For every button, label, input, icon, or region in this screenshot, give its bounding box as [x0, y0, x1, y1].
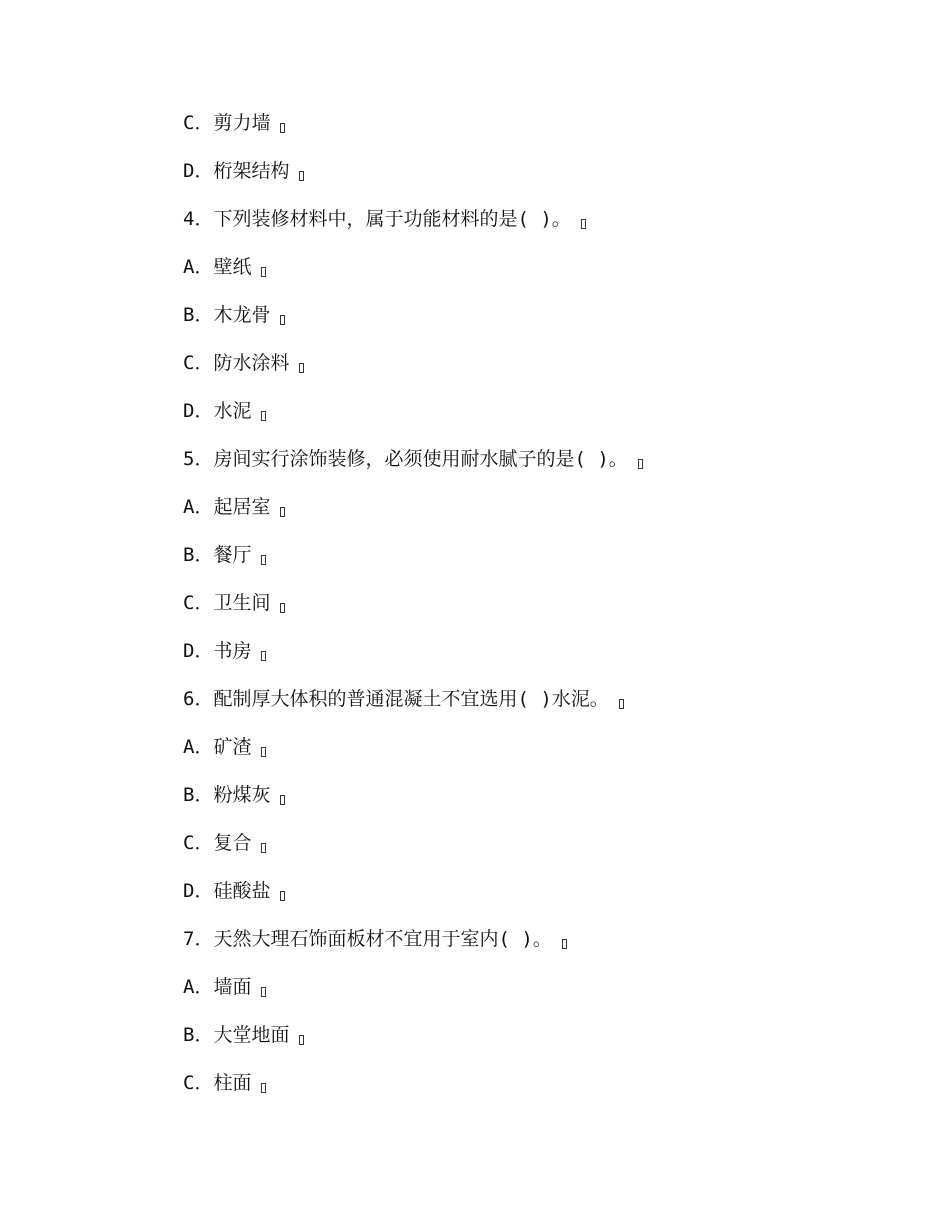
- missing-glyph-icon: [261, 555, 266, 565]
- line-text: C．柱面: [183, 1072, 252, 1094]
- option-line: [183, 156, 304, 186]
- option-line: [183, 348, 304, 378]
- missing-glyph-icon: [280, 123, 285, 133]
- option-line: [183, 972, 266, 1002]
- missing-glyph-icon: [581, 219, 586, 229]
- option-line: [183, 1020, 304, 1050]
- line-text: 6．配制厚大体积的普通混凝土不宜选用( )水泥。: [183, 688, 609, 710]
- missing-glyph-icon: [261, 651, 266, 661]
- line-text: B．大堂地面: [183, 1024, 290, 1046]
- line-text: C．复合: [183, 832, 252, 854]
- missing-glyph-icon: [299, 1035, 304, 1045]
- missing-glyph-icon: [280, 891, 285, 901]
- missing-glyph-icon: [261, 411, 266, 421]
- missing-glyph-icon: [261, 843, 266, 853]
- missing-glyph-icon: [562, 939, 567, 949]
- question-line: [183, 924, 567, 954]
- line-text: D．水泥: [183, 400, 252, 422]
- option-line: [183, 396, 266, 426]
- line-text: 4．下列装修材料中，属于功能材料的是( )。: [183, 208, 571, 230]
- option-line: [183, 876, 285, 906]
- option-line: [183, 108, 285, 138]
- option-line: [183, 300, 285, 330]
- line-text: 7．天然大理石饰面板材不宜用于室内( )。: [183, 928, 552, 950]
- line-text: B．粉煤灰: [183, 784, 271, 806]
- option-line: [183, 252, 266, 282]
- option-line: [183, 540, 266, 570]
- missing-glyph-icon: [299, 171, 304, 181]
- option-line: [183, 1068, 266, 1098]
- line-text: A．壁纸: [183, 256, 252, 278]
- line-text: C．防水涂料: [183, 352, 290, 374]
- missing-glyph-icon: [638, 459, 643, 469]
- line-text: C．卫生间: [183, 592, 271, 614]
- missing-glyph-icon: [280, 315, 285, 325]
- line-text: D．书房: [183, 640, 252, 662]
- question-line: [183, 444, 643, 474]
- missing-glyph-icon: [619, 699, 624, 709]
- line-text: B．木龙骨: [183, 304, 271, 326]
- question-line: [183, 684, 624, 714]
- line-text: D．桁架结构: [183, 160, 290, 182]
- option-line: [183, 492, 285, 522]
- option-line: [183, 732, 266, 762]
- option-line: [183, 636, 266, 666]
- line-text: D．硅酸盐: [183, 880, 271, 902]
- option-line: [183, 588, 285, 618]
- missing-glyph-icon: [261, 747, 266, 757]
- line-text: A．矿渣: [183, 736, 252, 758]
- missing-glyph-icon: [299, 363, 304, 373]
- line-text: 5．房间实行涂饰装修，必须使用耐水腻子的是( )。: [183, 448, 628, 470]
- option-line: [183, 780, 285, 810]
- missing-glyph-icon: [261, 1083, 266, 1093]
- missing-glyph-icon: [280, 795, 285, 805]
- missing-glyph-icon: [280, 603, 285, 613]
- line-text: A．起居室: [183, 496, 271, 518]
- missing-glyph-icon: [261, 987, 266, 997]
- option-line: [183, 828, 266, 858]
- line-text: B．餐厅: [183, 544, 252, 566]
- line-text: C．剪力墙: [183, 112, 271, 134]
- question-line: [183, 204, 586, 234]
- missing-glyph-icon: [261, 267, 266, 277]
- line-text: A．墙面: [183, 976, 252, 998]
- missing-glyph-icon: [280, 507, 285, 517]
